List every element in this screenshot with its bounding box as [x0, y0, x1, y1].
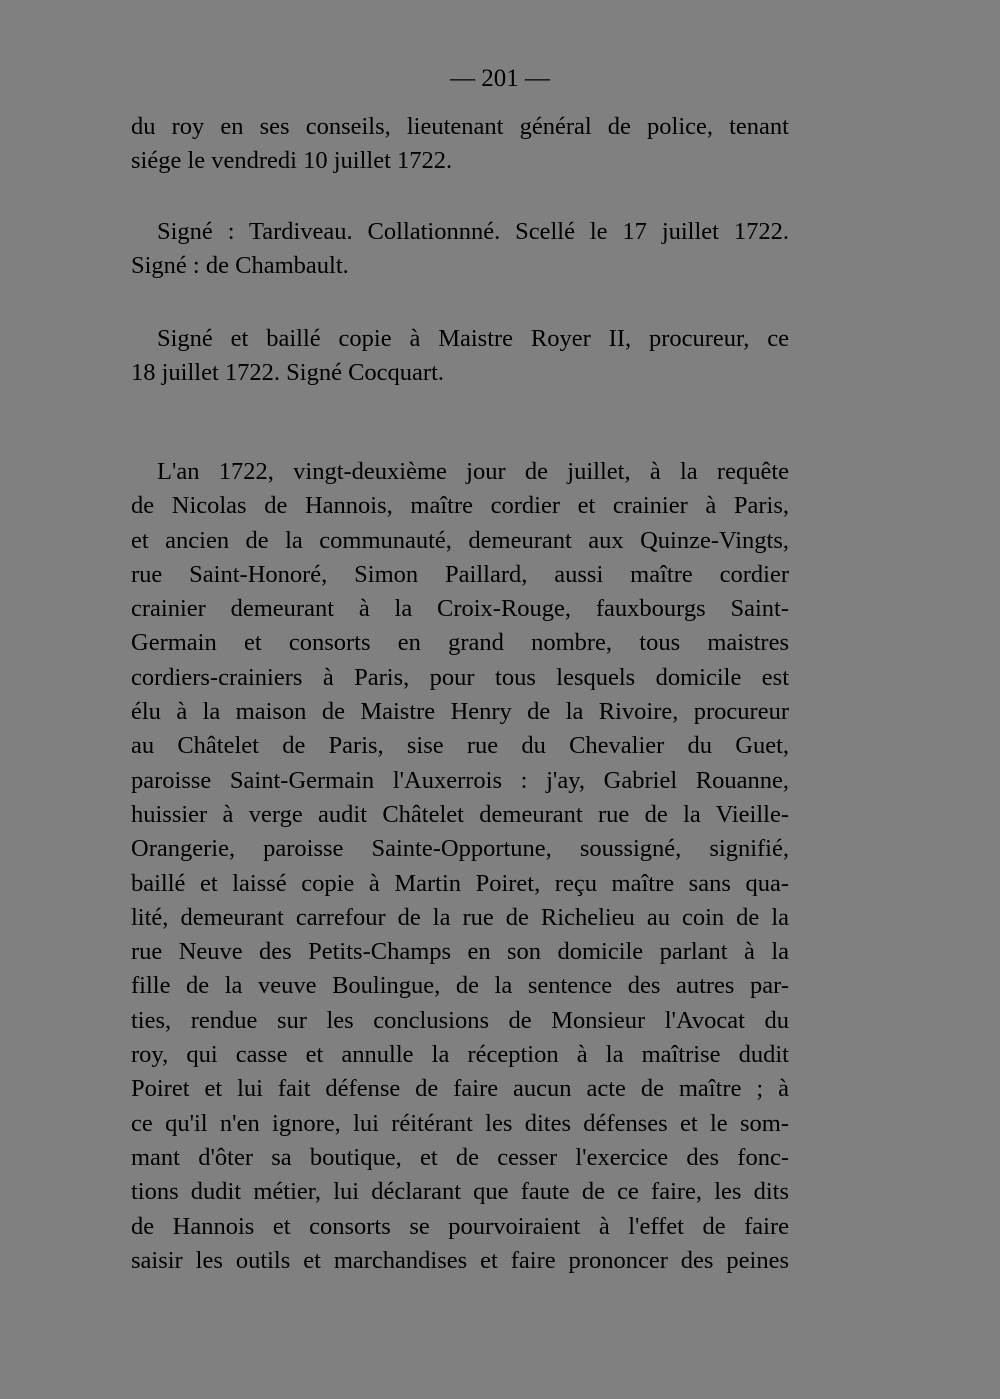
text-line: cordiers-crainiers à Paris, pour tous lesquels domicile est	[131, 663, 789, 691]
paragraph-signature-cocquart	[131, 322, 789, 391]
paragraph-signification	[131, 455, 789, 1278]
text-line: rue Neuve des Petits-Champs en son domicile parlant à la	[131, 938, 789, 966]
text-line: rue Saint-Honoré, Simon Paillard, aussi maître cordier	[131, 560, 789, 588]
text-line: lité, demeurant carrefour de la rue de Richelieu au coin de la	[131, 903, 789, 931]
text-line: L'an 1722, vingt-deuxième jour de juillet, à la requête	[157, 458, 789, 485]
text-line: Signé : de Chambault.	[131, 252, 349, 280]
text-line: de Hannois et consorts se pourvoiraient à l'effet de faire	[131, 1212, 789, 1240]
text-line: crainier demeurant à la Croix-Rouge, fauxbourgs Saint-	[131, 595, 789, 623]
text-line: Germain et consorts en grand nombre, tous maistres	[131, 629, 789, 657]
text-line: saisir les outils et marchandises et faire prononcer des peines	[131, 1246, 789, 1274]
text-line: du roy en ses conseils, lieutenant général de police, tenant	[131, 113, 789, 140]
text-line: et ancien de la communauté, demeurant aux Quinze-Vingts,	[131, 526, 789, 554]
text-line: paroisse Saint-Germain l'Auxerrois : j'ay, Gabriel Rouanne,	[131, 766, 789, 794]
text-line: fille de la veuve Boulingue, de la sentence des autres par-	[131, 972, 789, 1000]
text-line: mant d'ôter sa boutique, et de cesser l'exercice des fonc-	[131, 1143, 789, 1171]
text-line: Orangerie, paroisse Sainte-Opportune, soussigné, signifié,	[131, 835, 789, 863]
text-line: baillé et laissé copie à Martin Poiret, reçu maître sans qua-	[131, 869, 789, 897]
text-line: élu à la maison de Maistre Henry de la Rivoire, procureur	[131, 698, 789, 726]
text-line: huissier à verge audit Châtelet demeurant rue de la Vieille-	[131, 800, 789, 828]
text-line: 18 juillet 1722. Signé Cocquart.	[131, 359, 445, 387]
text-line: roy, qui casse et annulle la réception à la maîtrise dudit	[131, 1041, 789, 1069]
text-line: tions dudit métier, lui déclarant que faute de ce faire, les dits	[131, 1178, 789, 1206]
text-line: ties, rendue sur les conclusions de Monsieur l'Avocat du	[131, 1006, 789, 1034]
paragraph-sentence-date	[131, 110, 789, 179]
text-line: Poiret et lui fait défense de faire aucun acte de maître ; à	[131, 1075, 789, 1103]
text-line: de Nicolas de Hannois, maître cordier et crainier à Paris,	[131, 492, 789, 520]
paragraph-signature-tardiveau	[131, 215, 789, 284]
text-line: siége le vendredi 10 juillet 1722.	[131, 147, 453, 175]
page-number: — 201 —	[450, 65, 550, 92]
text-line: au Châtelet de Paris, sise rue du Chevalier du Guet,	[131, 732, 789, 760]
text-line: ce qu'il n'en ignore, lui réitérant les dites défenses et le som-	[131, 1109, 789, 1137]
text-line: Signé : Tardiveau. Collationnné. Scellé le 17 juillet 1722.	[157, 218, 789, 245]
text-line: Signé et baillé copie à Maistre Royer II, procureur, ce	[157, 325, 789, 352]
